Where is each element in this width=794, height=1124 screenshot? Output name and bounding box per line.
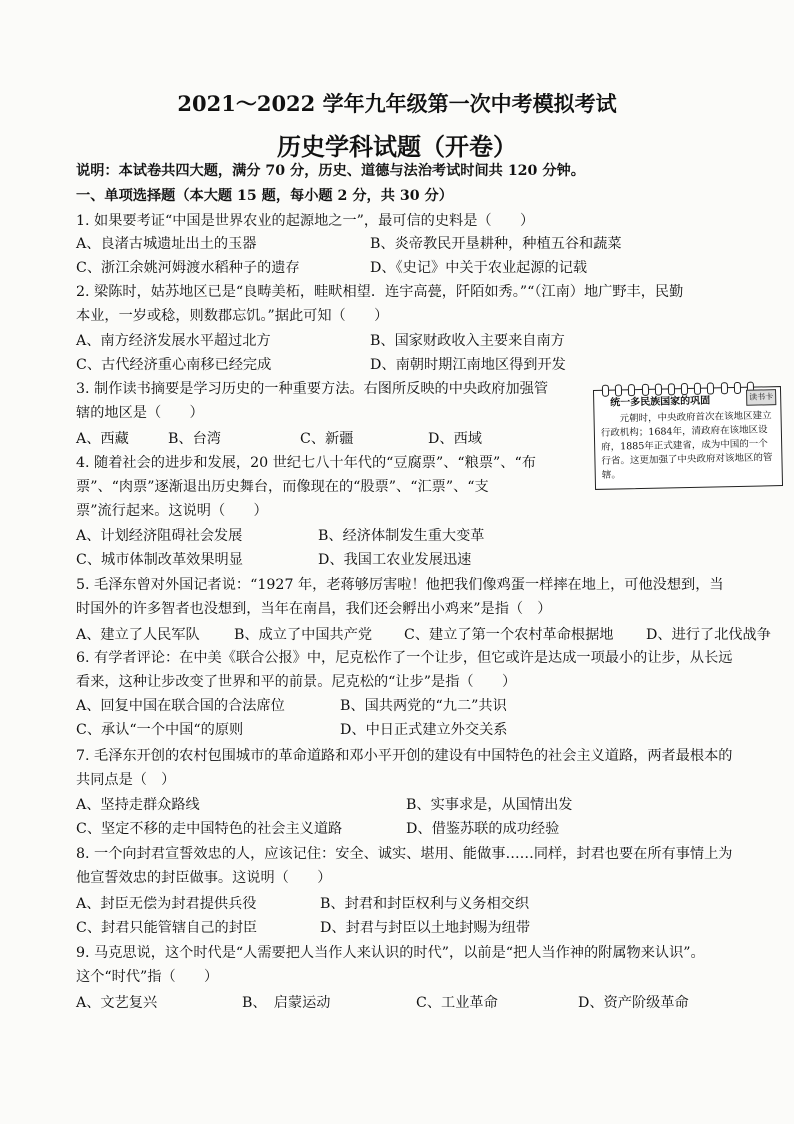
q1-option-d: D、《史记》中关于农业起源的记载 — [370, 260, 588, 276]
exam-subtitle: 历史学科试题（开卷） — [277, 132, 517, 161]
question-1-stem: 1. 如果要考证“中国是世界农业的起源地之一”，最可信的史料是（ ） — [76, 213, 535, 229]
q5-option-c: C、建立了第一个农村革命根据地 — [404, 627, 614, 643]
question-6-stem-2: 看来，这种让步改变了世界和平的前景。尼克松的“让步”是指（ ） — [76, 674, 517, 690]
q6-option-a: A、回复中国在联合国的合法席位 — [76, 698, 285, 714]
q4-option-b: B、经济体制发生重大变革 — [318, 528, 485, 544]
q7-option-c: C、坚定不移的走中国特色的社会主义道路 — [76, 821, 343, 837]
q9-option-d: D、资产阶级革命 — [578, 995, 689, 1011]
card-tag: 读书卡 — [746, 389, 776, 406]
q5-option-b: B、成立了中国共产党 — [234, 627, 373, 643]
q2-option-b: B、国家财政收入主要来自南方 — [370, 333, 565, 349]
q5-option-a: A、建立了人民军队 — [76, 627, 200, 643]
q1-option-a: A、良渚古城遗址出土的玉器 — [76, 236, 257, 252]
question-6-stem-1: 6. 有学者评论：在中美《联合公报》中，尼克松作了一个让步，但它或许是达成一项最小的让步，从长远 — [76, 650, 733, 666]
q8-option-c: C、封君只能管辖自己的封臣 — [76, 920, 258, 936]
q8-option-a: A、封臣无偿为封君提供兵役 — [76, 896, 257, 912]
q2-option-c: C、古代经济重心南移已经完成 — [76, 357, 272, 373]
question-7-stem-1: 7. 毛泽东开创的农村包围城市的革命道路和邓小平开创的建设有中国特色的社会主义道路，两者最根本的 — [76, 748, 733, 764]
q9-option-a: A、文艺复兴 — [76, 995, 158, 1011]
q7-option-b: B、实事求是，从国情出发 — [406, 797, 573, 813]
q6-option-b: B、国共两党的“九二”共识 — [340, 698, 507, 714]
q3-option-b: B、台湾 — [168, 431, 221, 447]
q8-option-b: B、封君和封臣权利与义务相交织 — [320, 896, 530, 912]
q3-option-a: A、西藏 — [76, 431, 129, 447]
question-9-stem-2: 这个“时代”指（ ） — [76, 969, 219, 985]
question-8-stem-1: 8. 一个向封君宣誓效忠的人，应该记住：安全、诚实、堪用、能做事……同样，封君也要在所有事情上为 — [76, 846, 733, 862]
q8-option-d: D、封君与封臣以土地封赐为纽带 — [320, 920, 531, 936]
section-heading: 一、单项选择题（本大题 15 题，每小题 2 分，共 30 分） — [76, 188, 453, 204]
card-body: 元朝时，中央政府首次在该地区建立行政机构；1684年，清政府在该地区设府，1885年正式建省，成为中国的一个行省。这更加强了中央政府对该地区的管辖。 — [600, 410, 773, 481]
instructions: 说明：本试卷共四大题，满分 70 分，历史、道德与法治考试时间共 120 分钟。 — [76, 163, 585, 179]
question-4-stem-3: 票”流行起来。这说明（ ） — [76, 503, 268, 519]
q1-option-c: C、浙江余姚河姆渡水稻种子的遗存 — [76, 260, 300, 276]
q6-option-c: C、承认“一个中国“的原则 — [76, 722, 244, 738]
q5-option-d: D、进行了北伐战争 — [646, 627, 771, 643]
q3-option-c: C、新疆 — [300, 431, 354, 447]
question-4-stem-1: 4. 随着社会的进步和发展，20 世纪七八十年代的“豆腐票”、“粮票”、“布 — [76, 455, 536, 471]
q9-option-c: C、工业革命 — [416, 995, 498, 1011]
q2-option-d: D、南朝时期江南地区得到开发 — [370, 357, 566, 373]
card-binding-rings — [602, 382, 754, 395]
q7-option-d: D、借鉴苏联的成功经验 — [406, 821, 560, 837]
reading-card-figure — [593, 386, 783, 490]
q6-option-d: D、中日正式建立外交关系 — [340, 722, 508, 738]
question-4-stem-2: 票”、“肉票”逐渐退出历史舞台，而像现在的“股票”、“汇票”、“支 — [76, 479, 489, 495]
question-5-stem-2: 时国外的许多智者也没想到，当年在南昌，我们还会孵出小鸡来”是指（ ） — [76, 601, 552, 617]
question-8-stem-2: 他宣誓效忠的封臣做事。这说明（ ） — [76, 870, 332, 886]
q3-option-d: D、西域 — [428, 431, 482, 447]
q4-option-a: A、计划经济阻碍社会发展 — [76, 528, 243, 544]
q1-option-b: B、炎帝教民开垦耕种，种植五谷和蔬菜 — [370, 236, 622, 252]
card-title: 统一多民族国家的巩固 — [610, 395, 711, 409]
q2-option-a: A、南方经济发展水平超过北方 — [76, 333, 271, 349]
question-5-stem-1: 5. 毛泽东曾对外国记者说：“1927 年，老蒋够厉害啦！他把我们像鸡蛋一样摔在地上，可他没想到，当 — [76, 577, 724, 593]
q4-option-c: C、城市体制改革效果明显 — [76, 552, 243, 568]
q9-option-b: B、 启蒙运动 — [242, 995, 331, 1011]
question-3-stem-2: 辖的地区是（ ） — [76, 405, 204, 421]
exam-title: 2021～2022 学年九年级第一次中考模拟考试 — [177, 91, 617, 116]
q7-option-a: A、坚持走群众路线 — [76, 797, 200, 813]
question-2-stem-2: 本业，一岁或稔，则数郡忘饥。”据此可知（ ） — [76, 308, 389, 324]
question-7-stem-2: 共同点是（ ） — [76, 772, 176, 788]
question-2-stem-1: 2. 梁陈时，姑苏地区已是“良畴美柘，畦畎相望．连宇高甍，阡陌如秀。”“（江南）地广野丰，民勤 — [76, 284, 684, 300]
question-9-stem-1: 9. 马克思说，这个时代是“人需要把人当作人来认识的时代”，以前是“把人当作神的附属物来认识”。 — [76, 945, 705, 961]
q4-option-d: D、我国工农业发展迅速 — [318, 552, 472, 568]
question-3-stem-1: 3. 制作读书摘要是学习历史的一种重要方法。右图所反映的中央政府加强管 — [76, 381, 549, 397]
